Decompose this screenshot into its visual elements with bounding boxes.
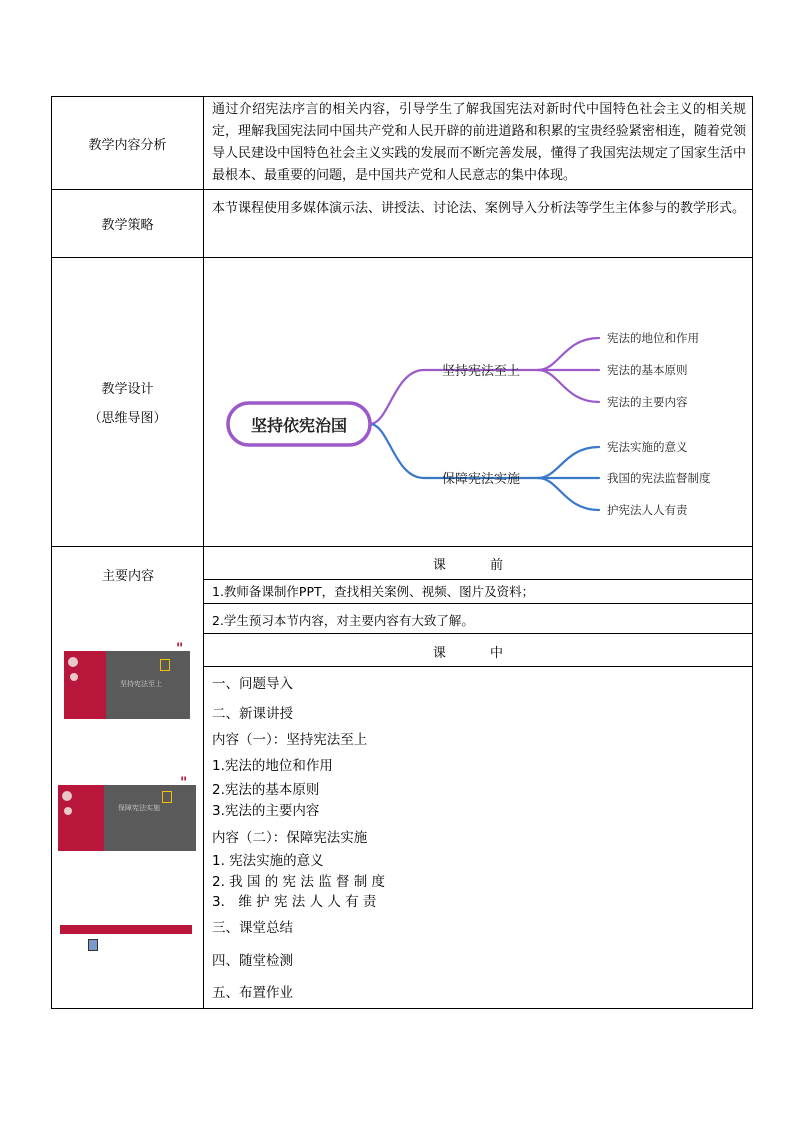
slide-caption: 保障宪法实施 [118, 804, 160, 812]
during-item-8: 1. 宪法实施的意义 [212, 853, 324, 869]
during-item-12: 四、随堂检测 [212, 953, 293, 969]
slide-caption: 坚持宪法至上 [120, 680, 162, 688]
slide-red-band [64, 651, 106, 719]
quote-mark-icon: " [176, 641, 184, 657]
slide-thumbnail-2 [58, 775, 196, 851]
main-label: 主要内容 [101, 569, 154, 584]
before-item-1: 1.教师备课制作PPT，查找相关案例、视频、图片及资料； [212, 584, 535, 599]
during-item-3: 内容（一）：坚持宪法至上 [212, 732, 368, 748]
mindmap-cell [204, 258, 753, 547]
during-item-10: 3． 维 护 宪 法 人 人 有 责 [212, 894, 377, 910]
leaf-connector-4 [538, 447, 599, 478]
during-item-11: 三、课堂总结 [212, 920, 293, 936]
mind-map [204, 258, 752, 546]
strategy-text: 本节课程使用多媒体演示法、讲授法、讨论法、案例导入分析法等学生主体参与的教学形式。 [204, 190, 753, 258]
quote-mark-icon: " [180, 775, 188, 791]
document-icon [88, 939, 98, 951]
design-label: 教学设计 [101, 382, 154, 397]
strategy-label: 教学策略 [52, 190, 204, 258]
during-item-1: 一、问题导入 [212, 676, 293, 692]
leaf-label-1: 宪法的地位和作用 [607, 331, 699, 345]
leaf-label-5: 我国的宪法监督制度 [607, 471, 711, 485]
leaf-label-2: 宪法的基本原则 [607, 363, 688, 377]
seal-icon [64, 807, 72, 815]
main-label-cell [52, 547, 204, 1009]
design-label-cell [52, 258, 204, 547]
during-item-5: 2.宪法的基本原则 [212, 782, 320, 798]
before-class-heading: 课 前 [204, 547, 752, 580]
design-sublabel: （思维导图） [88, 411, 167, 426]
leaf-label-3: 宪法的主要内容 [607, 395, 688, 409]
branch-label-1: 坚持宪法至上 [442, 364, 521, 379]
leaf-connector-1 [538, 338, 599, 370]
leaf-label-4: 宪法实施的意义 [607, 440, 688, 454]
seal-icon [68, 657, 78, 667]
before-class-items [204, 580, 752, 634]
leaf-connector-6 [538, 478, 599, 510]
leaf-connector-3 [538, 370, 599, 402]
row-design [52, 258, 753, 547]
during-item-7: 内容（二）：保障宪法实施 [212, 830, 368, 846]
during-item-9: 2. 我 国 的 宪 法 监 督 制 度 [212, 874, 386, 890]
during-class-items [204, 667, 752, 1008]
frame-icon [162, 791, 172, 803]
seal-icon [70, 673, 78, 681]
leaf-label-6: 护宪法人人有责 [607, 503, 688, 517]
content-analysis-text: 通过介绍宪法序言的相关内容，引导学生了解我国宪法对新时代中国特色社会主义的相关规定，理解我国宪法同中国共产党和人民开辟的前进道路和积累的宝贵经验紧密相连，随着党领导人民建设中国特色社会主义实践的发展而不断完善发展，懂得了我国宪法规定了国家生活中最根本、最重要的问题，是中国共产党和人民意志的集中体现。 [204, 97, 753, 190]
during-class-heading: 课 中 [204, 634, 752, 667]
row-main [52, 547, 753, 1009]
row-strategy [52, 190, 753, 258]
seal-icon [62, 791, 72, 801]
slide-thumbnail-1 [64, 641, 190, 719]
root-node-label: 坚持依宪治国 [250, 416, 348, 435]
before-item-2: 2.学生预习本节内容，对主要内容有大致了解。 [204, 603, 752, 632]
during-item-6: 3.宪法的主要内容 [212, 803, 320, 819]
during-item-4: 1.宪法的地位和作用 [212, 758, 333, 774]
row-content-analysis [52, 97, 753, 190]
during-item-13: 五、布置作业 [212, 985, 293, 1001]
branch-connector-2 [370, 424, 424, 478]
main-content-cell [204, 547, 753, 1009]
lesson-plan-table [51, 96, 753, 1009]
slide-red-band [58, 785, 104, 851]
branch-connector-1 [370, 370, 424, 424]
during-item-2: 二、新课讲授 [212, 706, 293, 722]
slide-thumbnail-3-banner [60, 925, 192, 934]
branch-label-2: 保障宪法实施 [442, 472, 521, 487]
frame-icon [160, 659, 170, 671]
content-analysis-label: 教学内容分析 [52, 97, 204, 190]
